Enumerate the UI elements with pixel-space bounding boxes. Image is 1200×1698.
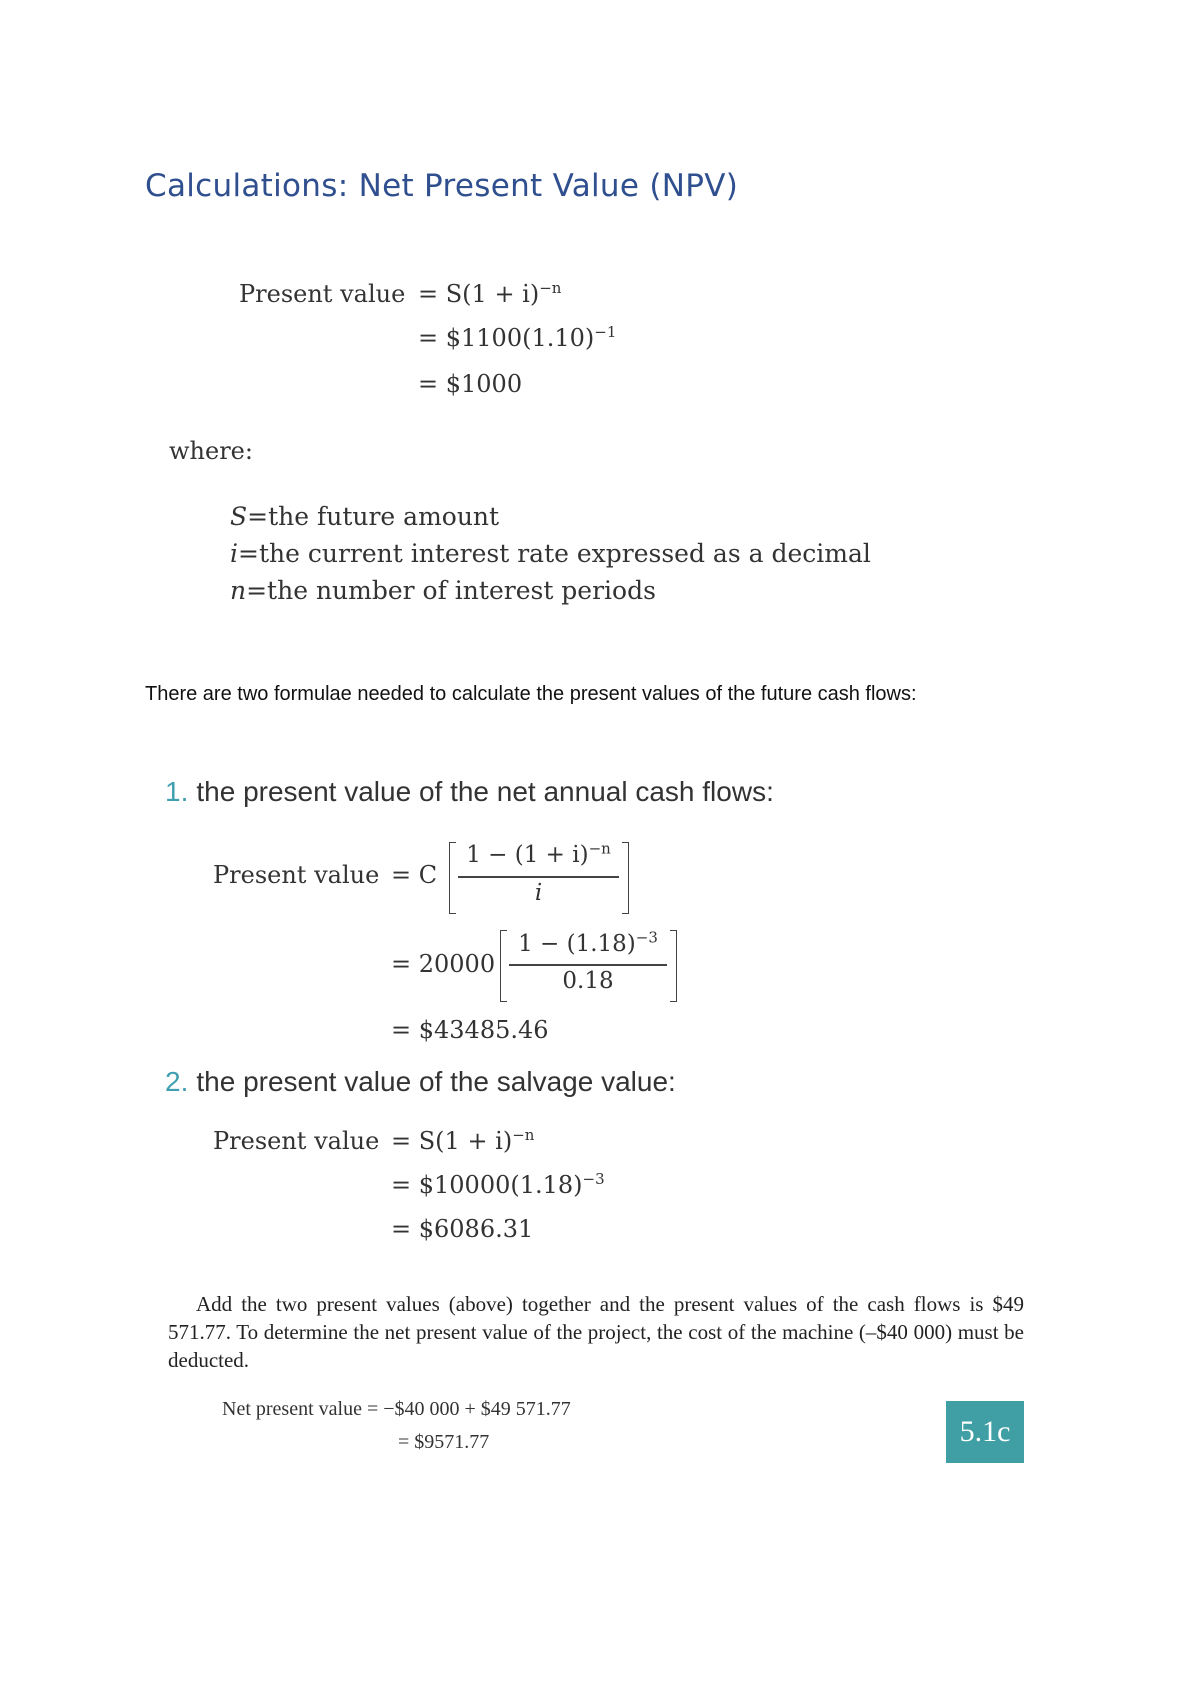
list-item-1: [165, 776, 774, 808]
item2-line1-exp: −n: [512, 1126, 535, 1144]
frac1-num-text: 1 − (1 + i): [466, 842, 589, 868]
definition-s-symbol: S: [230, 502, 248, 531]
definition-s-text: =the future amount: [247, 502, 500, 531]
item1-label: Present value: [213, 861, 380, 889]
definition-n-text: =the number of interest periods: [246, 576, 656, 605]
definition-n: [230, 576, 656, 605]
frac2-line: [509, 964, 667, 966]
eq1-label: Present value: [239, 280, 406, 308]
frac2-num-exp: −3: [635, 928, 658, 947]
eq1-line1-rhs: = S(1 + i): [418, 280, 540, 308]
eq1-line2: [418, 324, 616, 352]
eq1-line1-exp: −n: [539, 279, 562, 297]
definition-i: [230, 539, 871, 568]
frac2-denominator: 0.18: [562, 968, 614, 994]
npv-line2: = $9571.77: [398, 1431, 490, 1453]
item2-line1-rhs: = S(1 + i): [391, 1127, 513, 1155]
item1-eq-c: = C: [391, 861, 438, 889]
definition-i-text: =the current interest rate expressed as a decimal: [238, 539, 871, 568]
definition-i-symbol: i: [230, 539, 238, 568]
frac1-line: [458, 876, 619, 878]
item1-eq-20000: = 20000: [391, 950, 496, 978]
where-label: where:: [169, 437, 253, 465]
npv-line1: Net present value = −$40 000 + $49 571.77: [222, 1398, 571, 1420]
definition-n-symbol: n: [230, 576, 247, 605]
item2-line2-value: = $10000(1.18): [391, 1171, 583, 1199]
list-item-2-number: 2.: [165, 1066, 189, 1097]
page-title: Calculations: Net Present Value (NPV): [145, 168, 739, 204]
list-item-2-text: the present value of the salvage value:: [196, 1066, 676, 1097]
item2-label: Present value: [213, 1127, 380, 1155]
bracket-right: [622, 842, 629, 914]
item2-line2: [391, 1171, 605, 1199]
list-item-2: [165, 1066, 676, 1098]
item1-result: = $43485.46: [391, 1016, 549, 1044]
definition-s: [230, 502, 499, 531]
item2-line2-exp: −3: [582, 1170, 605, 1188]
section-badge: 5.1c: [946, 1401, 1024, 1463]
frac1-numerator: [455, 839, 622, 868]
intro-text: There are two formulae needed to calculate the present values of the future cash flows:: [145, 683, 917, 705]
summary-paragraph: Add the two present values (above) together and the present values of the cash flows is $49 571.77. To determine the net present value of the project, the cost of the machine (–$40 000) must be deducted.: [168, 1292, 1024, 1372]
frac1-denominator: i: [534, 880, 543, 906]
eq1-line3: = $1000: [418, 370, 523, 398]
frac2-numerator: [506, 928, 670, 957]
frac2-num-text: 1 − (1.18): [518, 931, 636, 957]
eq1-line2-exp: −1: [594, 323, 617, 341]
bracket-right: [670, 930, 677, 1002]
eq1-line1: [418, 280, 561, 308]
list-item-1-number: 1.: [165, 776, 189, 807]
eq1-line2-value: = $1100(1.10): [418, 324, 595, 352]
item2-line1: [391, 1127, 534, 1155]
list-item-1-text: the present value of the net annual cash flows:: [196, 776, 774, 807]
frac1-num-exp: −n: [588, 839, 611, 858]
item2-line3: = $6086.31: [391, 1215, 534, 1243]
